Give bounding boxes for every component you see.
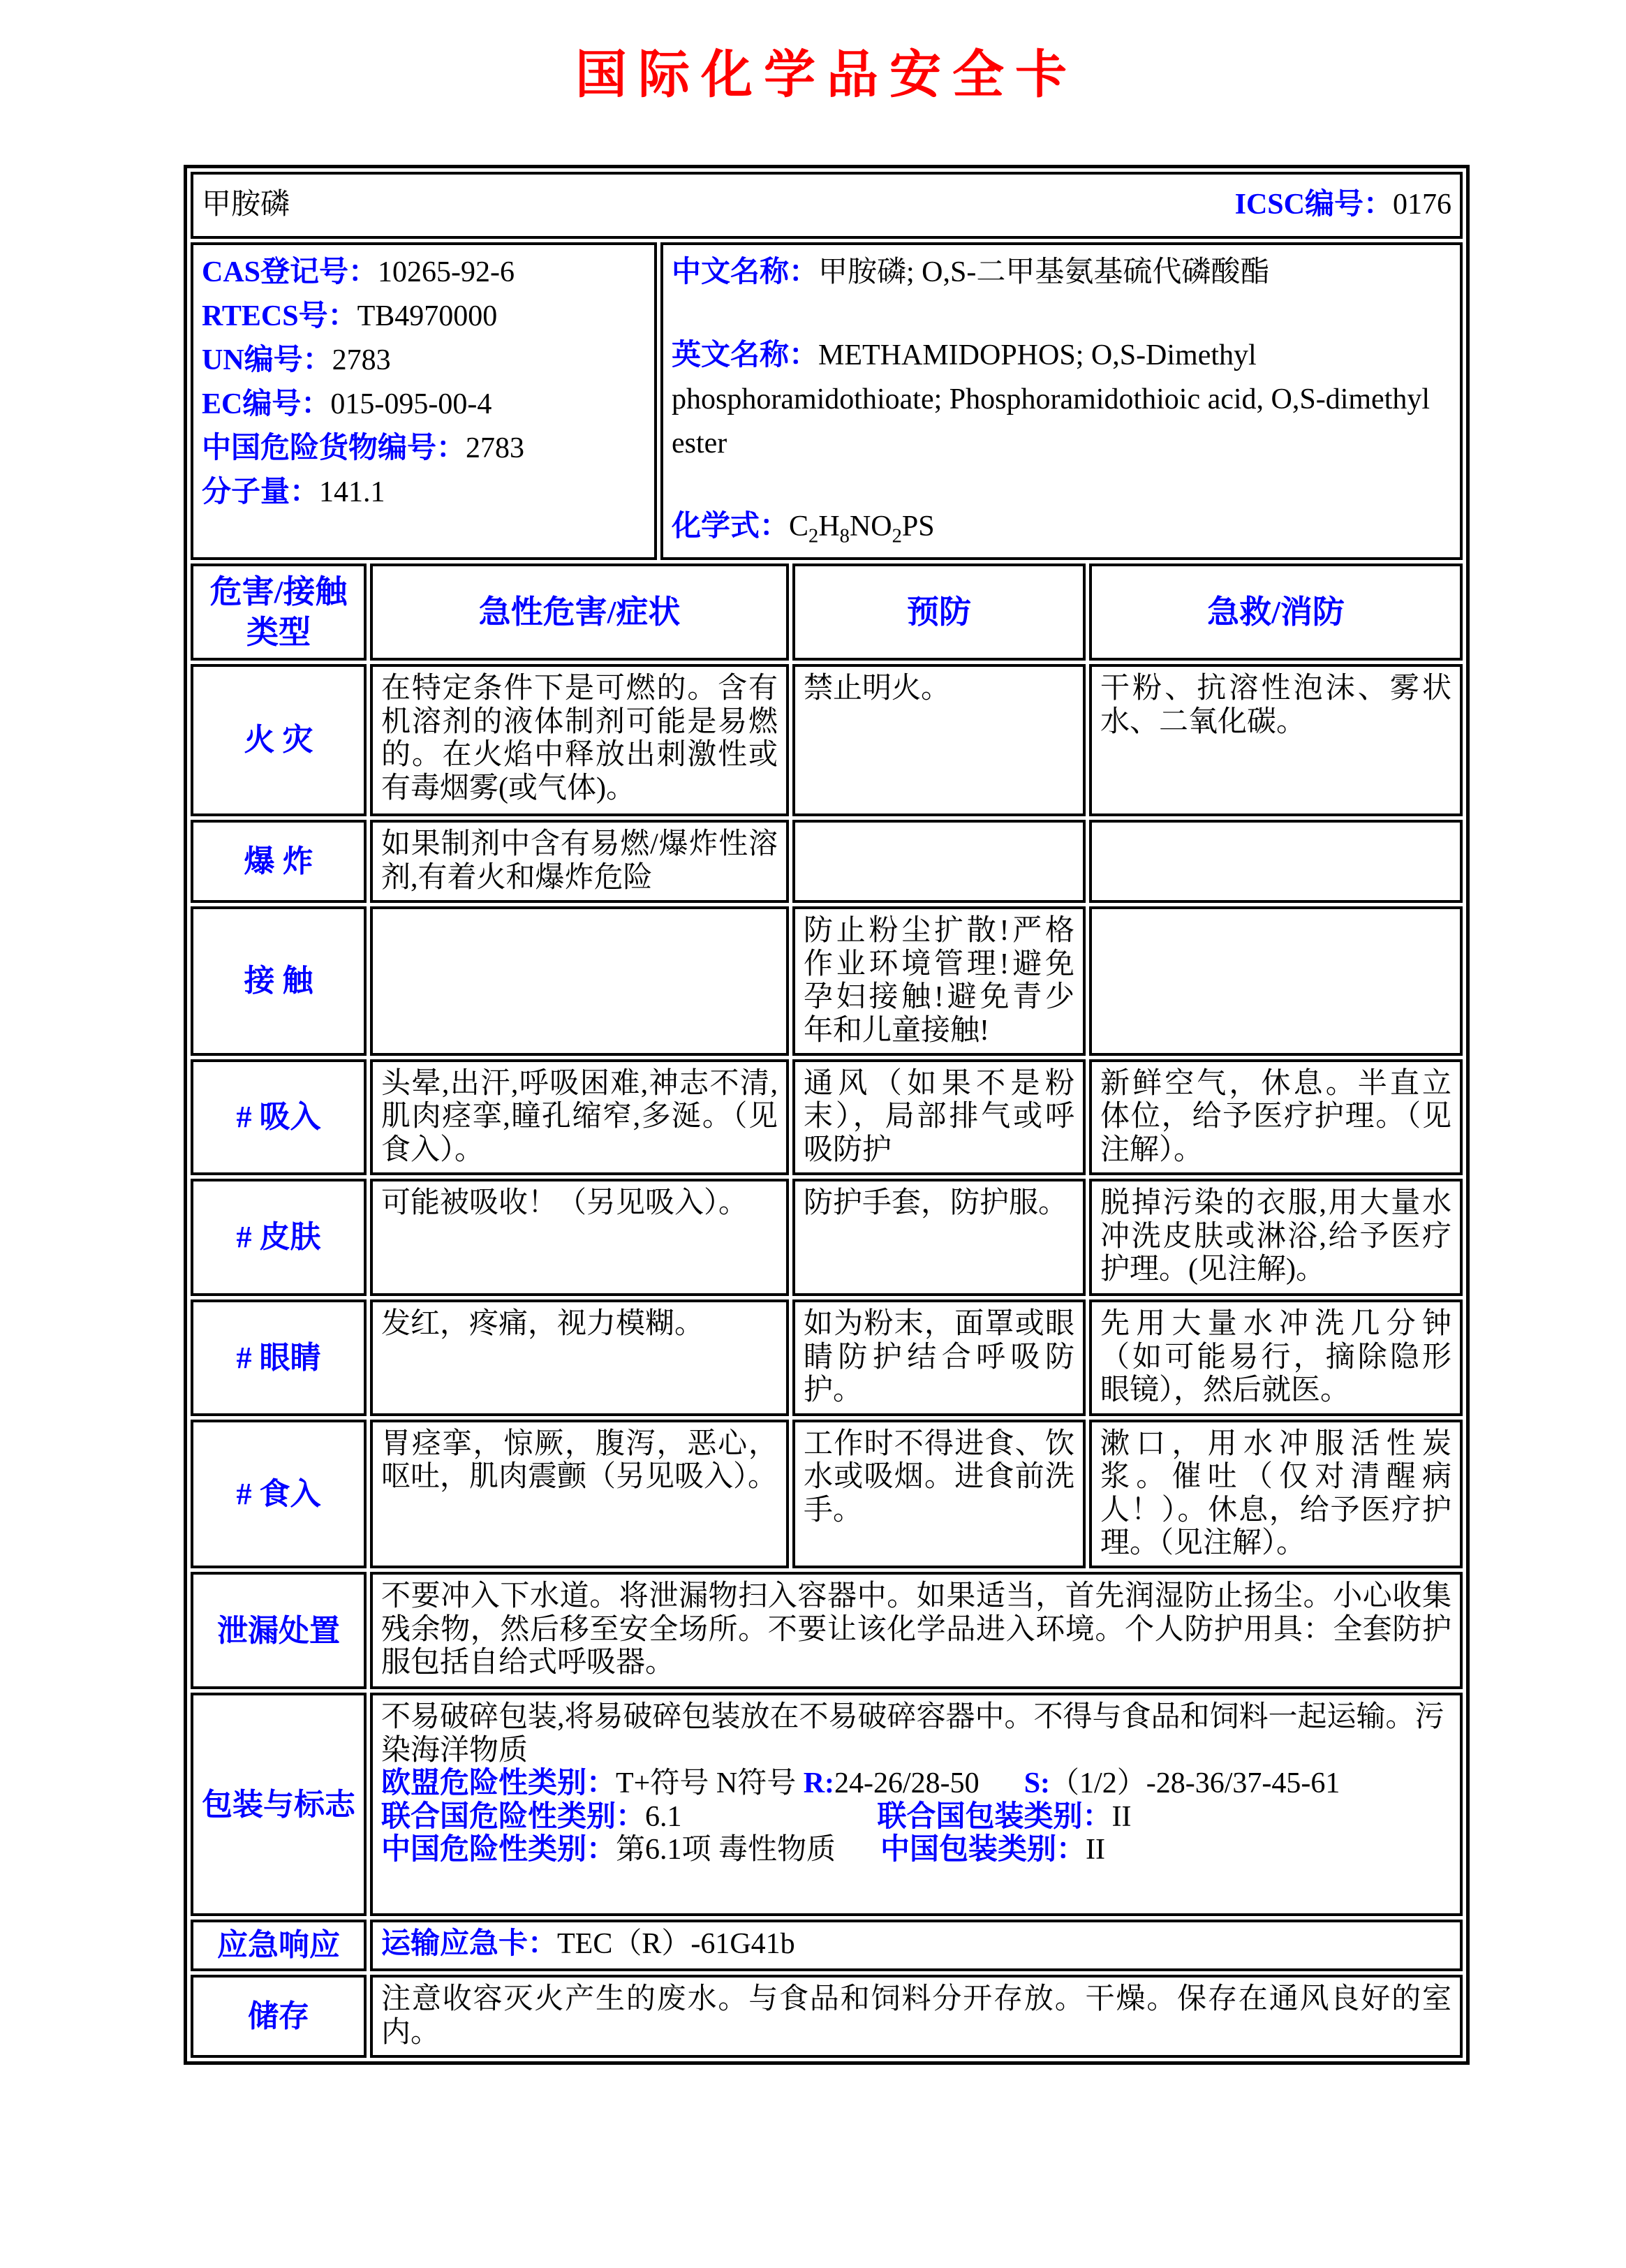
un-pack-value: II: [1111, 1800, 1132, 1833]
molweight-value: 141.1: [319, 476, 385, 508]
row-exposure: [191, 906, 1463, 1056]
explosion-symptoms: 如果制剂中含有易燃/爆炸性溶剂,有着火和爆炸危险: [370, 820, 789, 903]
packaging-un-line: [381, 1801, 1451, 1834]
exposure-label: 接 触: [191, 906, 367, 1056]
un-label: UN编号：: [202, 344, 332, 376]
chinese-name-value: 甲胺磷; O,S-二甲基氨基硫代磷酸酯: [818, 256, 1270, 288]
icsc-number-group: [1235, 189, 1451, 221]
cas-value: 10265-92-6: [378, 256, 515, 288]
packaging-content: [370, 1693, 1463, 1916]
icsc-number-label: ICSC编号：: [1234, 189, 1393, 221]
explosion-label: 爆 炸: [191, 820, 367, 903]
chemical-formula: [672, 505, 1451, 552]
col-header-symptoms: 急性危害/症状: [370, 564, 789, 661]
row-eyes: [191, 1299, 1463, 1415]
eu-class-label: 欧盟危险性类别：: [381, 1767, 616, 1800]
formula-subscript: 2: [892, 525, 902, 547]
formula-part: H: [818, 510, 840, 543]
spill-label: 泄漏处置: [191, 1572, 367, 1689]
english-name-label: 英文名称：: [672, 339, 819, 371]
cas-label: CAS登记号：: [202, 256, 378, 288]
row-packaging: [191, 1693, 1463, 1916]
s-phrase-value: （1/2）-28-36/37-45-61: [1050, 1767, 1340, 1800]
transport-card-label: 运输应急卡：: [381, 1928, 558, 1961]
eyes-label: # 眼睛: [191, 1299, 367, 1415]
chinese-name: [672, 251, 1451, 295]
formula-part: PS: [901, 510, 935, 543]
un-class-label: 联合国危险性类别：: [381, 1800, 646, 1833]
identifier-china-dg: [202, 427, 646, 471]
fire-prevention: 禁止明火。: [792, 664, 1086, 816]
ingestion-response: 漱口，用水冲服活性炭浆。催吐（仅对清醒病人！）。休息，给予医疗护理。（见注解）。: [1089, 1420, 1463, 1569]
identifiers-cell: [191, 242, 657, 560]
china-dg-value: 2783: [466, 432, 525, 464]
explosion-response: [1089, 820, 1463, 903]
identifier-rtecs: [202, 295, 646, 339]
ingestion-symptoms: 胃痉挛，惊厥，腹泻，恶心，呕吐，肌肉震颤（另见吸入）。: [370, 1420, 789, 1569]
cn-pack-label: 中国包装类别：: [880, 1834, 1086, 1866]
un-pack-label: 联合国包装类别：: [877, 1800, 1112, 1833]
identifier-ec: [202, 383, 646, 427]
inhalation-prevention: 通风（如果不是粉末），局部排气或呼吸防护: [792, 1059, 1086, 1175]
skin-label: # 皮肤: [191, 1179, 367, 1296]
row-substance: [191, 172, 1463, 239]
inhalation-symptoms: 头晕,出汗,呼吸困难,神志不清,肌肉痉挛,瞳孔缩窄,多涎。（见食入）。: [370, 1059, 789, 1175]
english-name-value: METHAMIDOPHOS; O,S-Dimethyl phosphoramidothioate; Phosphoramidothioic acid, O,S-dimethyl ester: [672, 339, 1431, 459]
storage-label: 储存: [191, 1975, 367, 2058]
s-phrase-label: S:: [1023, 1767, 1051, 1800]
cn-pack-value: II: [1086, 1834, 1106, 1866]
page-title: 国际化学品安全卡: [575, 47, 1078, 104]
molweight-label: 分子量：: [202, 476, 320, 508]
row-emergency: [191, 1920, 1463, 1971]
eyes-prevention: 如为粉末，面罩或眼睛防护结合呼吸防护。: [792, 1299, 1086, 1415]
eu-class-value: T+符号 N符号: [616, 1767, 804, 1800]
un-class-value: 6.1: [645, 1800, 682, 1833]
row-spill: [191, 1572, 1463, 1689]
r-phrase-value: 24-26/28-50: [834, 1767, 980, 1800]
fire-symptoms: 在特定条件下是可燃的。含有机溶剂的液体制剂可能是易燃的。在火焰中释放出刺激性或有毒烟雾(或气体)。: [370, 664, 789, 816]
ingestion-prevention: 工作时不得进食、饮水或吸烟。进食前洗手。: [792, 1420, 1086, 1569]
storage-text: 注意收容灭火产生的废水。与食品和饲料分开存放。干燥。保存在通风良好的室内。: [370, 1975, 1463, 2058]
identifier-un: [202, 339, 646, 383]
packaging-label: 包装与标志: [191, 1693, 367, 1916]
emergency-label: 应急响应: [191, 1920, 367, 1971]
substance-header-cell: [191, 172, 1463, 239]
icsc-card: [184, 165, 1470, 2065]
packaging-eu-line: [381, 1767, 1451, 1800]
formula-label: 化学式：: [672, 510, 790, 543]
formula-subscript: 2: [808, 525, 819, 547]
row-skin: [191, 1179, 1463, 1296]
chinese-name-label: 中文名称：: [672, 256, 819, 288]
exposure-prevention: 防止粉尘扩散!严格作业环境管理!避免孕妇接触!避免青少年和儿童接触!: [792, 906, 1086, 1056]
china-dg-label: 中国危险货物编号：: [202, 432, 466, 464]
formula-value: [789, 510, 935, 547]
inhalation-response: 新鲜空气，休息。半直立体位，给予医疗护理。（见注解）。: [1089, 1059, 1463, 1175]
english-name: [672, 334, 1451, 466]
skin-prevention: 防护手套，防护服。: [792, 1179, 1086, 1296]
rtecs-label: RTECS号：: [202, 300, 357, 332]
identifier-cas: [202, 251, 646, 295]
formula-subscript: 8: [839, 525, 850, 547]
row-inhalation: [191, 1059, 1463, 1175]
row-storage: [191, 1975, 1463, 2058]
icsc-number-value: 0176: [1393, 189, 1451, 221]
row-explosion: [191, 820, 1463, 903]
col-header-hazard-type: 危害/接触类型: [191, 564, 367, 661]
row-table-header: [191, 564, 1463, 661]
row-ingestion: [191, 1420, 1463, 1569]
row-fire: [191, 664, 1463, 816]
spill-text: 不要冲入下水道。将泄漏物扫入容器中。如果适当，首先润湿防止扬尘。小心收集残余物，然后移至安全场所。不要让该化学品进入环境。个人防护用具：全套防护服包括自给式呼吸器。: [370, 1572, 1463, 1689]
fire-response: 干粉、抗溶性泡沫、雾状水、二氧化碳。: [1089, 664, 1463, 816]
r-phrase-label: R:: [803, 1767, 835, 1800]
packaging-line1: 不易破碎包装,将易破碎包装放在不易破碎容器中。不得与食品和饲料一起运输。污染海洋物质: [381, 1701, 1444, 1767]
ec-value: 015-095-00-4: [330, 388, 492, 420]
formula-part: NO: [849, 510, 892, 543]
exposure-response: [1089, 906, 1463, 1056]
transport-card-value: TEC（R）-61G41b: [557, 1928, 795, 1961]
identifier-molweight: [202, 471, 646, 515]
skin-response: 脱掉污染的衣服,用大量水冲洗皮肤或淋浴,给予医疗护理。(见注解)。: [1089, 1179, 1463, 1296]
formula-part: C: [789, 510, 809, 543]
skin-symptoms: 可能被吸收！（另见吸入）。: [370, 1179, 789, 1296]
eyes-response: 先用大量水冲洗几分钟（如可能易行，摘除隐形眼镜），然后就医。: [1089, 1299, 1463, 1415]
explosion-prevention: [792, 820, 1086, 903]
row-identification: [191, 242, 1463, 560]
ingestion-label: # 食入: [191, 1420, 367, 1569]
un-value: 2783: [332, 344, 391, 376]
emergency-content: [370, 1920, 1463, 1971]
names-cell: [660, 242, 1463, 560]
ec-label: EC编号：: [202, 388, 331, 420]
eyes-symptoms: 发红，疼痛，视力模糊。: [370, 1299, 789, 1415]
inhalation-label: # 吸入: [191, 1059, 367, 1175]
col-header-prevention: 预防: [792, 564, 1086, 661]
substance-name: 甲胺磷: [202, 189, 290, 221]
col-header-response: 急救/消防: [1089, 564, 1463, 661]
packaging-cn-line: [381, 1834, 1451, 1866]
cn-class-value: 第6.1项 毒性物质: [616, 1834, 836, 1866]
rtecs-value: TB4970000: [357, 300, 498, 332]
exposure-symptoms: [370, 906, 789, 1056]
fire-label: 火 灾: [191, 664, 367, 816]
cn-class-label: 中国危险性类别：: [381, 1834, 616, 1866]
